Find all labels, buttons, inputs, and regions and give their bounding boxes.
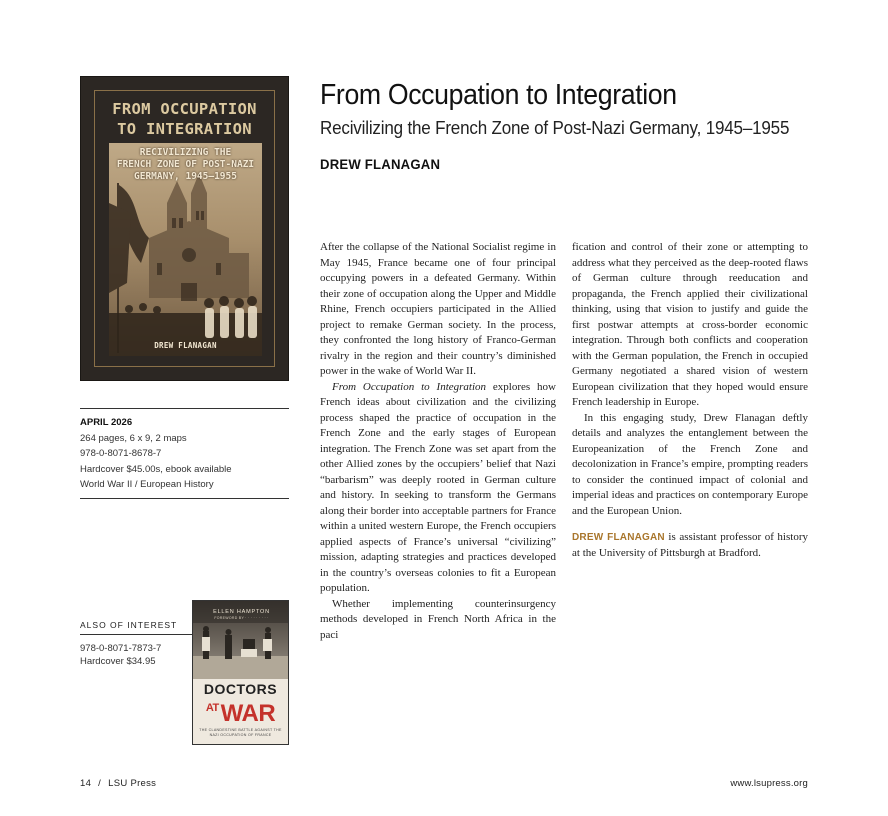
footer-separator: / [98,778,102,789]
description-paragraph-3-start: Whether implementing counterinsurgency methods developed in French North Africa in the paci [320,597,556,641]
page-count: 264 pages, 6 x 9, 2 maps [80,432,187,444]
related-cover-title-at: AT [205,702,219,714]
description-paragraph-2-text: explores how French ideas about civilization and the civilizing process shaped the practice of occupation in the French Zone and the early stages of European integration. The French Zone was set apart from the other Allied zones by the occupiers’ belief that Nazi “barbarism” was deeply rooted in German culture and history. In seeking to transform the Germans along their border into acceptable partners for France within a united western Europe, the French occupiers applied aspects of France’s universal “civilizing” mission, adapting strategies and practices developed in the country’s overseas colonies to fit a European population. [320,380,556,594]
description-paragraph-1: After the collapse of the National Socialist regime in May 1945, France became one of four principal occupying powers in a defeated Germany. Within their zone of occupation along the Upper and Middle Rhine, French occupiers participated in the Allied project to remake German society. In the process, they confronted the long history of Franco-German rivalry in the region and their country’s diminished power in the wake of World War II. [320,241,556,377]
bio-text: is assistant professor of history at the University of Pittsburgh at Bradford. [572,531,808,559]
description-paragraph-3-end: fication and control of their zone or attempting to address what they perceived as the deep-rooted flaws of German culture through reeducation and propaganda, the French applied their civilizational thinking, using that vision to justify and guide the first postwar attempts at cross-border economic integration. Through both conflicts and cooperation with the German population, the French in occupied Germany negotiated a shared vision of western European civilization that they hoped would ensure French leadership in Europe. [572,241,808,408]
cover-photo [109,143,262,356]
also-of-interest-details [80,642,161,668]
related-cover-subtitle-line2: NAZI OCCUPATION OF FRANCE [209,733,272,737]
footer-left [80,778,156,789]
cover-subtitle-line2: FRENCH ZONE OF POST-NAZI [116,159,255,170]
book-title: From Occupation to Integration [320,79,677,111]
book-title-italic: From Occupation to Integration [332,380,487,393]
description-paragraph-4: In this engaging study, Drew Flanagan deftly details and analyzes the entanglement between the Europeanization of the French Zone and decolonization in France’s empire, prompting readers to consider the continued impact of colonial and imperial ideas and practices on contemporary Europe and the European Union. [572,411,808,517]
also-of-interest-heading: ALSO OF INTEREST [80,620,192,635]
also-of-interest-price: Hardcover $34.95 [80,656,156,667]
cover-title-line2: TO INTEGRATION [117,120,252,138]
price: Hardcover $45.00s, ebook available [80,463,232,475]
publisher-name: LSU Press [108,778,157,789]
author-name: DREW FLANAGAN [320,156,441,172]
description-column-right [572,240,808,561]
book-details [80,408,289,499]
cover-subtitle-line1: RECIVILIZING THE [139,147,232,158]
related-cover-subtitle [197,728,284,738]
subject: World War II / European History [80,479,214,490]
related-cover-title-line2 [193,695,288,727]
also-of-interest-isbn: 978-0-8071-7873-7 [80,643,162,654]
description-paragraph-2 [320,380,556,597]
cover-subtitle-line3: GERMANY, 1945–1955 [134,171,237,182]
related-cover-photo [193,601,289,679]
isbn: 978-0-8071-8678-7 [80,448,162,459]
related-cover-foreword: FOREWORD BY · · · · · · · · · [214,616,269,620]
related-cover-subtitle-line1: THE CLANDESTINE BATTLE AGAINST THE [199,728,282,732]
related-cover-title-line1: DOCTORS [203,681,278,697]
related-cover-title-war: WAR [220,700,276,727]
publication-date: APRIL 2026 [80,417,133,428]
book-subtitle: Recivilizing the French Zone of Post-Nazi Germany, 1945–1955 [320,117,790,138]
bio-author-name: DREW FLANAGAN [572,532,665,543]
publisher-url[interactable]: www.lsupress.org [730,778,808,789]
author-bio [572,530,808,561]
cover-title-line1: FROM OCCUPATION [112,100,257,118]
cover-author: DREW FLANAGAN [154,341,217,350]
cover-subtitle [109,147,262,183]
related-cover-author: ELLEN HAMPTON [213,609,270,615]
cover-title [81,99,288,139]
related-book-cover [192,600,289,745]
page-number: 14 [80,778,92,789]
book-cover [80,76,289,381]
description-column-left [320,240,556,643]
